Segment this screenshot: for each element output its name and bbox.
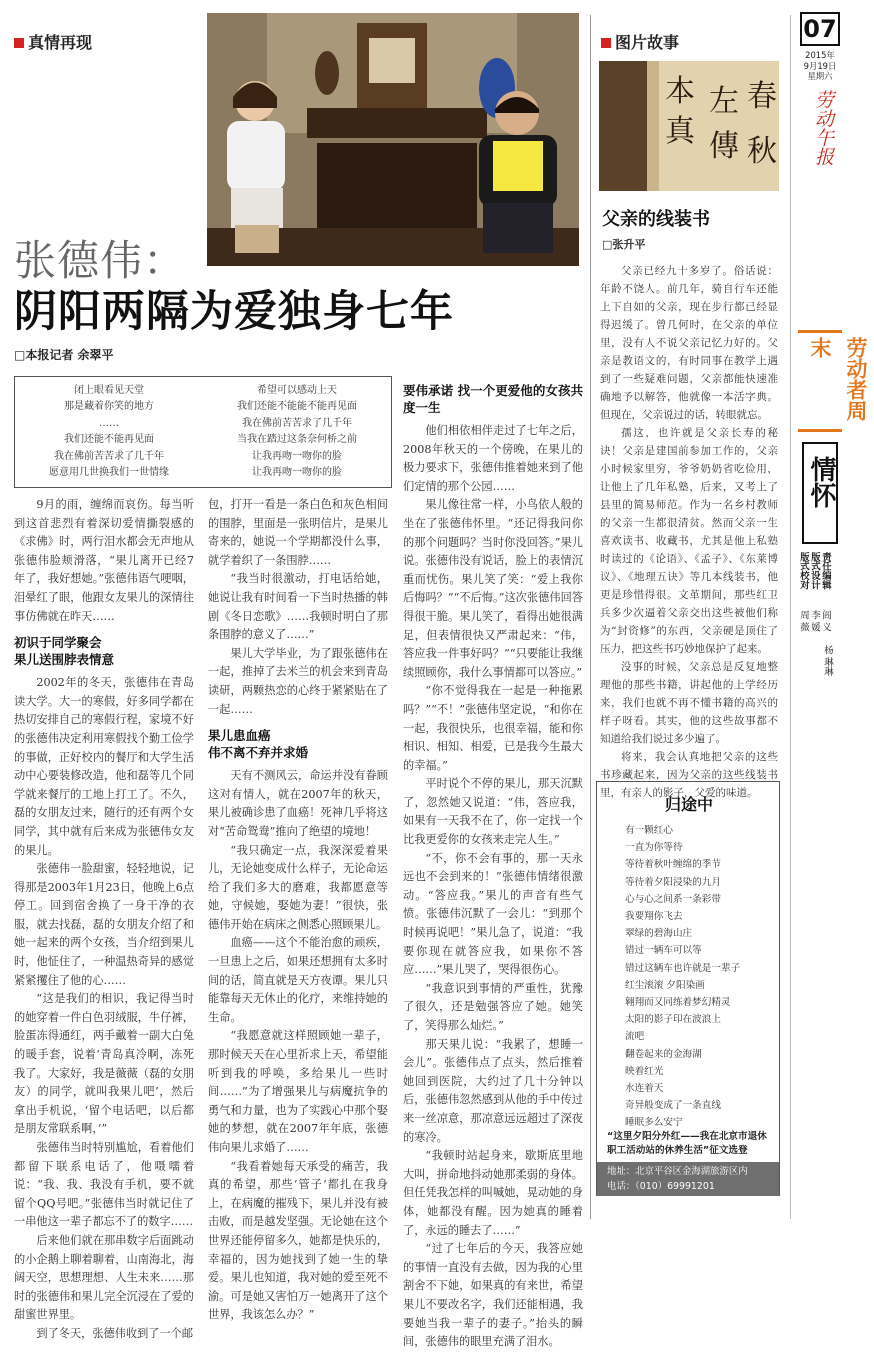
poem-line: 我要翔你飞去 <box>625 911 683 923</box>
weekly-title: 劳动者周末 <box>808 337 868 421</box>
lyric-line: 我在佛前苦苦求了几千年 <box>54 450 164 462</box>
poem-title: 归途中 <box>664 795 713 814</box>
paragraph: 果儿大学毕业，为了跟张德伟在一起，推掉了去米兰的机会来到青岛读研，两颗热恋的心终于紧紧贴在了一起…… <box>208 646 388 716</box>
poem-line: 错过这辆车也许就是一辈子 <box>625 962 741 974</box>
poem-line: 翱翔而又同练着梦幻精灵 <box>625 997 731 1009</box>
lyric-line: 那是藏着你笑的地方 <box>64 401 154 413</box>
lyric-line: 我们还能不能再见面 <box>64 434 154 446</box>
svg-text:本: 本 <box>665 74 695 109</box>
phone: 电话：（010）69991201 <box>607 1181 715 1192</box>
paragraph: 2002年的冬天，张德伟在青岛读大学。大一的寒假，好多同学都在热切安排自己的寒假行程，家境不好的张德伟决定利用寒假找个勤工俭学的事做，正好校内的餐厅和大学生活动中心要装修改造，他和磊等几个同学就来餐厅的工地上打工了。不久，磊的女朋友过来，随行的还有两个女同学，其中就有后来成为张德伟女友的果儿。 <box>14 676 194 857</box>
poem-line: 流吧 <box>625 1031 645 1043</box>
main-photo <box>207 13 579 266</box>
paragraph: 没事的时候，父亲总是反复地整理他的那些书籍，讲起他的上学经历来，我们也就不再不懂书籍的高兴的样子呀看。其实，他的这些故事都不知道给我们说过多少遍了。 <box>600 661 778 745</box>
poem-line: 有一颗红心 <box>625 825 673 836</box>
date-year: 2015年 <box>805 50 835 60</box>
poem-line: 翠绿的碧海山庄 <box>625 928 693 940</box>
paragraph: 将来，我会认真地把父亲的这些书珍藏起来，因为父亲的这些线装书里，有亲人的影子，父爱的味道。 <box>600 751 778 799</box>
poem-line: 太阳的影子印在波浪上 <box>625 1014 721 1026</box>
poem-line: 心与心之间系一条彩带 <box>625 893 721 905</box>
paragraph: 果儿像往常一样，小鸟依人般的坐在了张德伟怀里。“还记得我问你的那个问题吗？当时你没回答。”果儿说。张德伟没有说话，脸上的表情沉重而忧伤。果儿笑了笑：“爱上我你后悔吗？”“不后悔。”这次张德伟回答得很干脆。果儿笑了，看得出她很满足，但表情很快又严肃起来：“伟，答应我一件事好吗？”“只要能让我继续照顾你，我什么事情都可以答应。” <box>403 498 583 679</box>
svg-text:真: 真 <box>665 114 695 149</box>
story-title: 父亲的线装书 <box>602 209 710 230</box>
lyric-line: 希望可以感动上天 <box>257 385 337 396</box>
poem-line: 等待着秋叶缠绵的季节 <box>625 859 721 871</box>
poem-box <box>596 781 780 1196</box>
article-column-1 <box>14 496 195 1340</box>
paragraph: “你不觉得我在一起是一种拖累吗？”“不！”张德伟坚定说，“和你在一起，我很快乐，也很幸福，能和你相识、相知、相爱，已是我今生最大的幸福。” <box>403 684 583 772</box>
paragraph: “我意识到事情的严重性，犹豫了很久，还是勉强答应了她。她笑了，笑得那么灿烂。” <box>403 981 583 1032</box>
poem-line: 等待着夕阳浸染的九月 <box>625 876 721 888</box>
paragraph: 父亲已经九十多岁了。俗话说：年龄不饶人。前几年，骑自行车还能上下自如的父亲，现在步行都已经显得迟缓了。曾几何时，在父亲的单位里，没有人不说父亲记忆力好的。父亲是教语文的，有时同事在教学上遇到了一些疑难问题，父亲都能快速准确地予以解答，他就像一本活字典。但现在，父亲说过的话，转眼就忘。 <box>600 265 778 421</box>
lyric-line: 闭上眼看见天堂 <box>74 385 144 396</box>
story-body <box>600 262 778 799</box>
paragraph: 包，打开一看是一条白色和灰色相间的围脖，里面是一张明信片，是果儿寄来的，她说一个学期都没什么事，就学着织了一条围脖…… <box>208 498 388 567</box>
page-number: 07 <box>800 12 840 46</box>
headline-main: 阴阳两隔为爱独身七年 <box>14 287 454 337</box>
paragraph: 张德伟当时特别尴尬，看着他们都留下联系电话了，他嗫嚅着说：“我、我、我没有手机，要不就留个QQ号吧。”张德伟当时就记住了一串他这一辈子都忘不了的数字…… <box>14 1141 194 1229</box>
section-tag-right <box>601 30 679 53</box>
paragraph: “我只确定一点，我深深爱着果儿，无论她变成什么样子，无论命运给了我们多大的磨难，我都愿意等她，守候她，娶她为妻！”很快，张德伟开始在病床之侧悉心照顾果儿。 <box>208 843 388 931</box>
section-tag-left <box>14 30 92 53</box>
lyrics-left <box>15 383 203 481</box>
poem-lines <box>625 822 775 1132</box>
article-column-2 <box>208 496 388 1322</box>
paragraph: 血癌——这个不能治愈的顽疾，一旦患上之后，如果还想拥有太多时间的话，简直就是天方夜谭。果儿只能靠每天无休止的化疗，来维持她的生命。 <box>208 936 388 1024</box>
subheading: 要伟承诺 找一个更爱他的女孩共度一生 <box>403 383 583 415</box>
square-bullet-icon <box>14 38 24 48</box>
poem-line: 睡眠多么安宁 <box>625 1117 683 1129</box>
paragraph: 9月的雨，缠绵而哀伤。每当听到这首悲烈有着深切爱情撕裂感的《求佛》时，两行泪水都会无声地从张德伟脸颊滑落，“果儿离开已经7年了，我好想她。”张德伟语气哽咽，泪晕红了眼，他跟女友果儿的深情往事仿佛就在昨天…… <box>14 498 194 623</box>
paragraph: “不，你不会有事的，那一天永远也不会到来的！”张德伟情绪很激动。“答应我。”果儿的声音有些气愤。张德伟沉默了一会儿：“到那个时候再说吧！”果儿急了，说道：“我要你现在就答应我，如果你不答应……”果儿哭了，哭得很伤心。 <box>403 851 583 977</box>
paragraph: 天有不测风云，命运并没有眷顾这对有情人，就在2007年的秋天，果儿被确诊患了血癌！死神几乎将这对“苦命鸳鸯”推向了绝望的境地！ <box>208 769 388 838</box>
paragraph: “我顿时站起身来，歇斯底里地大叫，拼命地抖动她那柔弱的身体。但任凭我怎样的叫喊她，晃动她的身体，她都没有醒。因为她真的睡着了，永远的睡去了……” <box>403 1149 583 1237</box>
credit-role: 责任编辑 <box>820 552 831 590</box>
contact-bar <box>597 1162 779 1196</box>
credit-role: 版式校对 <box>798 552 809 590</box>
paragraph: “我愿意就这样照顾她一辈子，那时候天天在心里祈求上天，希望能听到我的呼唤，多给果儿一些时间……”为了增强果儿与病魔抗争的勇气和力量，也为了实践心中那个娶她的梦想，就在2007年年底，张德伟向果儿求婚了…… <box>208 1029 388 1154</box>
lyrics-right <box>203 383 391 481</box>
subheading: 初识于同学聚会 果儿送围脖表情意 <box>14 635 115 668</box>
editor2-name: 杨 琳琳 <box>822 645 833 677</box>
poem-line: 红尘滚滚 夕阳染画 <box>625 979 705 991</box>
lyric-line: 我们还能不能能不能再见面 <box>237 401 357 413</box>
book-photo <box>599 61 779 191</box>
section-label: 图片故事 <box>615 33 680 52</box>
svg-text:秋: 秋 <box>747 134 777 169</box>
credit-name: 周 薇 <box>798 610 809 632</box>
lyric-line: 愿意用几世换我们一世情缘 <box>49 467 169 479</box>
photo-illustration <box>207 13 579 266</box>
poem-line: 水连着天 <box>625 1083 664 1095</box>
paragraph: “过了七年后的今天，我答应她的事情一直没有去做，因为我的心里割舍不下她，如果真的有来世，希望果儿不要改名字，我们还能相遇，我要她当我一辈子的妻子。”抬头的瞬间，张德伟的眼里充满了泪水。 <box>403 1242 583 1349</box>
lyric-line: …… <box>99 417 119 429</box>
column-divider <box>590 15 591 1219</box>
paragraph: “我看着她每天承受的痛苦，我真的希望，那些‘管子’都扎在我身上，在病魔的摧残下，果儿并没有被击败，而是越发坚强。无论她在这个世界还能停留多久，她都是快乐的，幸福的，因为她找到了她一生的挚爱。果儿也知道，我对她的爱至死不渝。可是她又害怕万一她离开了这个世界，我该怎么办？” <box>208 1159 388 1322</box>
poem-line: 奇异般变成了一条直线 <box>625 1100 721 1112</box>
section-label: 真情再现 <box>28 33 93 52</box>
book-photo-illustration <box>599 61 779 191</box>
weekly-banner <box>798 330 868 432</box>
byline: □本报记者 余翠平 <box>14 348 114 362</box>
strip-divider <box>790 15 791 1219</box>
svg-text:左: 左 <box>709 84 739 119</box>
svg-text:傳: 傳 <box>709 129 739 164</box>
poem-line: 错过一辆车可以等 <box>625 945 702 957</box>
paragraph: 到了冬天，张德伟收到了一个邮 <box>36 1326 194 1340</box>
topic-box <box>802 442 838 544</box>
paragraph: 平时说个不停的果儿，那天沉默了，忽然她又说道：“伟，答应我，如果有一天我不在了，你一定找一个比我更爱你的女孩来走完人生。” <box>403 777 583 847</box>
paragraph: 他们相依相伴走过了七年之后，2008年秋天的一个傍晚，在果儿的极力要求下，张德伟推着她来到了他们定情的那个公园…… <box>403 424 583 493</box>
paragraph: 孺这，也许就是父亲长寿的秘诀！父亲是建国前参加工作的，父亲小时候家里穷，爷爷奶奶省吃俭用，让他上了几年私塾，后来，又考上了县里的简易师范。作为一名乡村教师的父亲一生都很清贫。然而父亲一生喜欢读书、收藏书，尤其是他上私塾时读过的《论语》、《孟子》、《东莱博议》、《地理五诀》等几本线装书，他更是珍惜得很。文革期间，那些红卫兵多少次逼着父亲交出这些被他们称为“封资修”的东西，父亲硬是顶住了压力，把这些书巧妙地保护了起来。 <box>600 427 778 655</box>
issue-date <box>800 50 840 82</box>
headline-name: 张德伟： <box>14 236 187 285</box>
paragraph: 后来他们就在那串数字后面跳动的小企鹅上聊着聊着，山南海北，海阔天空，思想理想、人生未来……那时的张德伟和果儿完全沉浸在了爱的甜蜜世界里。 <box>14 1233 194 1322</box>
svg-text:春: 春 <box>747 79 777 114</box>
lyric-line: 让我再吻一吻你的脸 <box>252 467 342 479</box>
notice-text: “这里夕阳分外红——我在北京市退休职工活动站的休养生活”征文选登 <box>607 1131 767 1156</box>
paper-logo: 劳动午报 <box>812 90 834 166</box>
subheading: 果儿患血癌 伟不离不弃并求婚 <box>208 728 309 761</box>
paragraph: 那天果儿说：“我累了，想睡一会儿”。张德伟点了点头，然后推着她回到医院，大约过了几十分钟以后，张德伟忽然感到从他的手中传过来一丝凉意，那凉意远远超过了深夜的寒冷。 <box>403 1037 583 1144</box>
poem-line: 一直为你等待 <box>625 842 683 854</box>
poem-line: 映着红光 <box>625 1065 664 1077</box>
lyric-line: 让我再吻一吻你的脸 <box>252 450 342 462</box>
paragraph: “这是我们的相识，我记得当时的她穿着一件白色羽绒服，牛仔裤，脸蛋冻得通红，两手戴着一副大白兔的暖手套，说着‘青岛真冷啊，冻死我了。大家好，我是薇薇（磊的女朋友）的同学，就叫我果儿吧’，然后拿出手机说，‘留个电话吧，以后都是朋友常联系啊，’” <box>14 992 194 1136</box>
lyric-line: 当我在踏过这条奈何桥之前 <box>237 434 357 446</box>
credit-name: 阎 义 <box>820 610 831 632</box>
credit-role: 版式设计 <box>809 552 820 590</box>
paragraph: “我当时很激动，打电话给她，她说让我有时间看一下当时热播的韩剧《冬日恋歌》……我顿时明白了那条围脖的意义了……” <box>208 572 388 642</box>
article-column-3 <box>403 382 583 1349</box>
date-md: 9月19日 <box>803 60 837 71</box>
lyric-line: 我在佛前苦苦求了几千年 <box>242 417 352 429</box>
weekday: 星期六 <box>807 71 833 81</box>
square-bullet-icon <box>601 38 611 48</box>
credit-name: 李 媛 <box>809 610 820 632</box>
story-byline: □张升平 <box>602 238 646 251</box>
address: 地址：北京平谷区金海湖旅游区内 <box>607 1166 748 1177</box>
lyrics-box <box>14 376 392 488</box>
poem-line: 翻卷起来的金海湖 <box>625 1048 702 1060</box>
topic-title: 情怀 <box>806 456 836 508</box>
paragraph: 张德伟一脸甜蜜，轻轻地说，记得那是2003年1月23日，他晚上6点停工。回到宿舍换了一身干净的衣服，就去找磊，磊的女朋友介绍了和她一起来的两个女孩，当介绍到果儿时，他怔住了，一种温热奇异的感觉紧紧攫住了他的心…… <box>14 862 195 987</box>
